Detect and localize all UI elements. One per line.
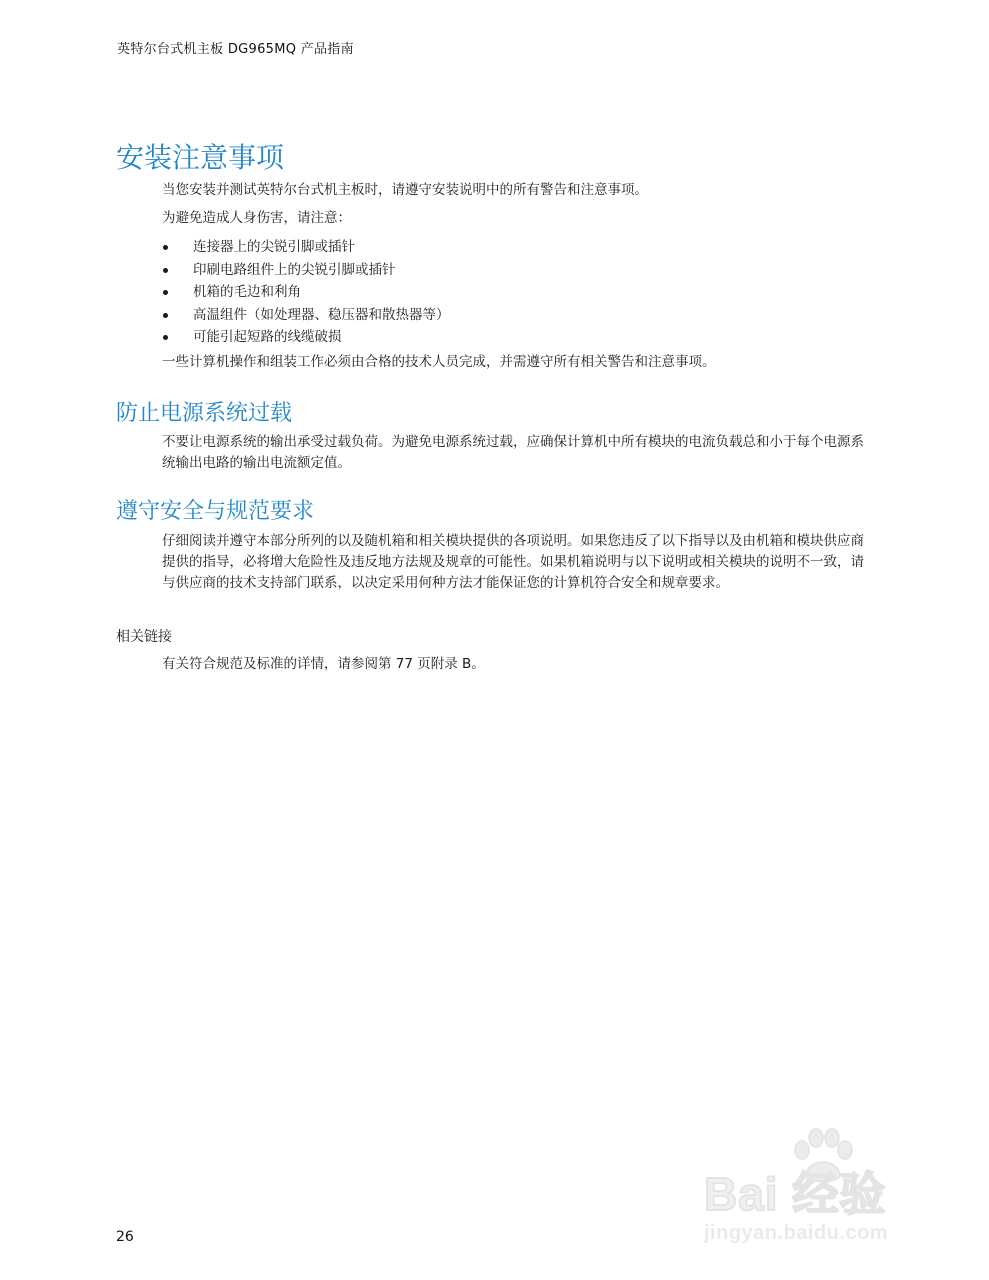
list-item-text: 连接器上的尖锐引脚或插针 xyxy=(193,239,355,255)
watermark-url: jingyan.baidu.com xyxy=(704,1222,889,1244)
bullet-dot-icon xyxy=(163,268,168,273)
list-item-text: 可能引起短路的线缆破损 xyxy=(193,329,342,345)
page-number: 26 xyxy=(116,1229,134,1245)
hazard-list xyxy=(162,236,450,349)
related-links-heading: 相关链接 xyxy=(116,629,172,645)
compliance-body: 仔细阅读并遵守本部分所列的以及随机箱和相关模块提供的各项说明。如果您违反了以下指导以及由机箱和模块供应商提供的指导，必将增大危险性及违反地方法规及规章的可能性。如果机箱说明与以下说明或相关模块的说明不一致，请与供应商的技术支持部门联系，以决定采用何种方法才能保证您的计算机符合安全和规章要求。 xyxy=(162,533,864,591)
list-item-text: 机箱的毛边和利角 xyxy=(193,284,301,300)
heading-install-precautions: 安装注意事项 xyxy=(116,141,285,174)
install-lead: 为避免造成人身伤害，请注意： xyxy=(162,210,351,226)
list-item xyxy=(162,281,450,304)
heading-safety-compliance: 遵守安全与规范要求 xyxy=(116,499,315,524)
overload-body: 不要让电源系统的输出承受过载负荷。为避免电源系统过载，应确保计算机中所有模块的电流负载总和小于每个电源系统输出电路的输出电流额定值。 xyxy=(162,434,864,471)
list-item xyxy=(162,326,450,349)
install-intro: 当您安装并测试英特尔台式机主板时，请遵守安装说明中的所有警告和注意事项。 xyxy=(162,182,648,198)
list-item xyxy=(162,259,450,282)
bullet-dot-icon xyxy=(163,313,168,318)
running-header: 英特尔台式机主板 DG965MQ 产品指南 xyxy=(117,42,354,57)
list-item-text: 印刷电路组件上的尖锐引脚或插针 xyxy=(193,261,396,278)
related-links-body: 有关符合规范及标准的详情，请参阅第 77 页附录 B。 xyxy=(162,656,485,672)
install-closing: 一些计算机操作和组装工作必须由合格的技术人员完成，并需遵守所有相关警告和注意事项。 xyxy=(162,354,716,370)
bullet-dot-icon xyxy=(163,245,168,250)
bullet-dot-icon xyxy=(163,290,168,295)
heading-prevent-overload: 防止电源系统过载 xyxy=(116,401,293,426)
watermark xyxy=(688,1128,948,1258)
bullet-dot-icon xyxy=(163,335,168,340)
list-item-text: 高温组件（如处理器、稳压器和散热器等） xyxy=(193,306,450,323)
list-item xyxy=(162,236,450,259)
list-item xyxy=(162,304,450,327)
watermark-logo-text: Bai 经验 xyxy=(704,1168,887,1220)
